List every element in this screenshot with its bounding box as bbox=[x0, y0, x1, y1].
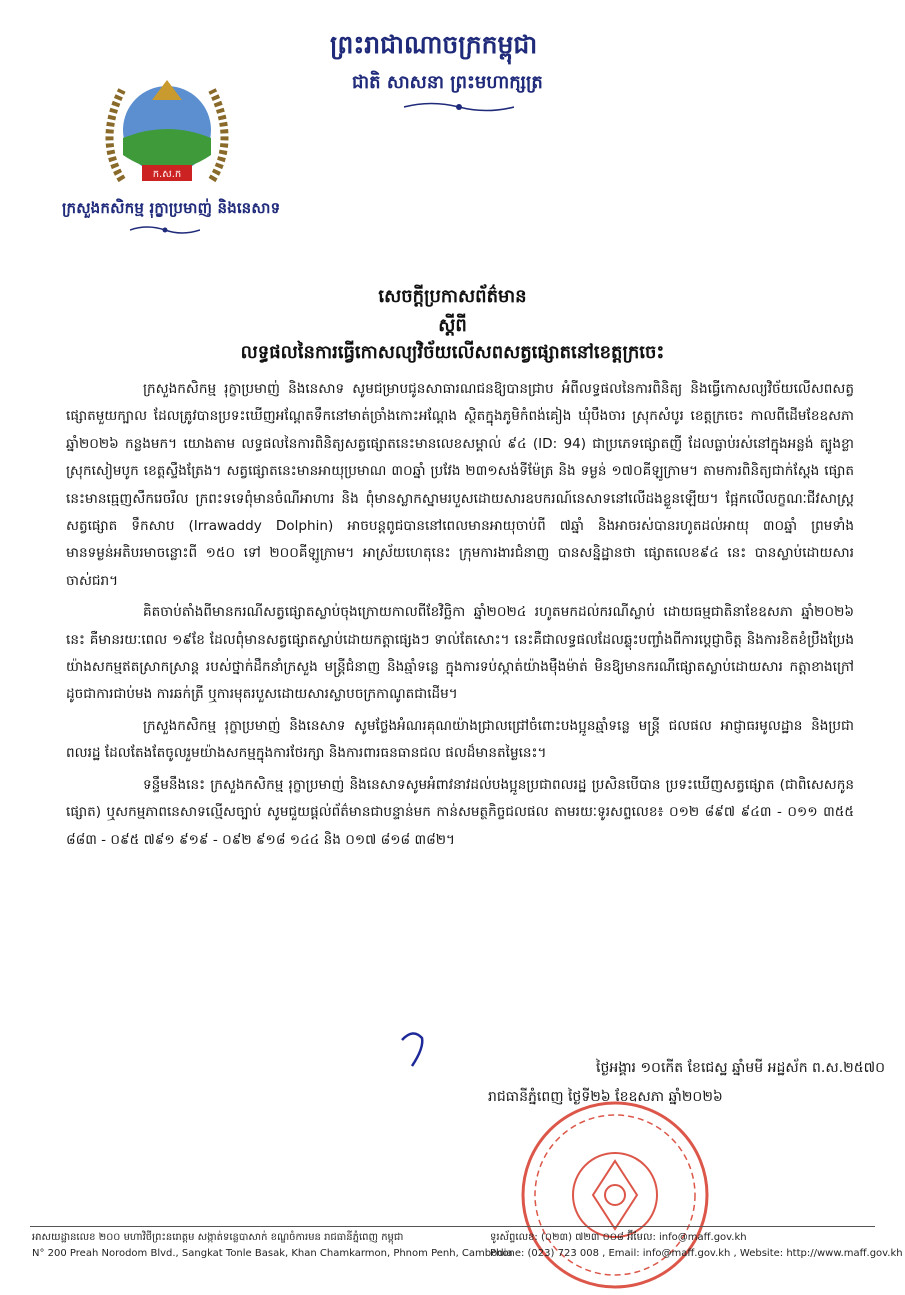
lunar-date: ថ្ងៃអង្គារ ១០កើត ខែជេស្ឋ ឆ្នាំមមី អដ្ឋស័ក ព.ស.២៥៧០ bbox=[596, 1060, 886, 1076]
logo-field bbox=[123, 129, 211, 170]
divider-ornament bbox=[130, 224, 200, 236]
footer-contact-english: Phone: (023) 723 008 , Email: info@maff.gov.kh , Website: http://www.maff.gov.kh bbox=[490, 1248, 903, 1259]
footer-contact-khmer: ទូរស័ព្ទលេខ: (០២៣) ៧២៣ ០០៨ អ៊ីមែល: info@maff.gov.kh bbox=[490, 1232, 747, 1243]
title-regarding: ស្តីពី bbox=[438, 315, 467, 336]
paragraph-findings: ក្រសួងកសិកម្ម រុក្ខាប្រមាញ់ និងនេសាទ សូមជម្រាបជូនសាធារណជនឱ្យបានជ្រាប អំពីលទ្ធផលនៃការពិនិត្យ និងធ្វើកោសល្យវិច័យលើសពសត្វផ្សោតមួយក្បាល ដែលត្រូវបានប្រទះឃើញអណ្តែតទឹកនៅមាត់ច្រាំងកោះអណ្តែង ស្ថិតក្នុងភូមិកំពង់គៀង ឃុំបឹងចារ ស្រុកសំបូរ ខេត្តក្រចេះ កាលពីដើមខែឧសភា ឆ្នាំ២០២៦ កន្លងមក។ យោងតាម លទ្ធផលនៃការពិនិត្យសត្វផ្សោតនេះមានលេខសម្គាល់ ៩៤ (ID: 94) ជាប្រភេទផ្សោតញី ដែលធ្លាប់រស់នៅក្នុងអន្លង់ ត្បូងខ្លា ស្រុកសៀមបូក ខេត្តស្ទឹងត្រែង។ សត្វផ្សោតនេះមានអាយុប្រមាណ ៣០ឆ្នាំ ប្រវែង ២៣១សង់ទីម៉ែត្រ និង ទម្ងន់ ១៧០គីឡូក្រាម។ តាមការពិនិត្យជាក់ស្តែង ផ្សោតនេះមានធ្មេញសឹករេចរឹល ក្រពះទទេពុំមានចំណីអាហារ និង ពុំមានស្លាកស្នាមរបួសដោយសារឧបករណ៍នេសាទនៅលើដងខ្លួនឡើយ។ ផ្អែកលើលក្ខណៈជីវសាស្ត្រ សត្វផ្សោត ទឹកសាប (Irrawaddy Dolphin) អាចបន្តពូជបាននៅពេលមានអាយុចាប់ពី ៧ឆ្នាំ និងអាចរស់បានរហូតដល់អាយុ ៣០ឆ្នាំ ព្រមទាំងមានទម្ងន់អតិបរមាចន្លោះពី ១៥០ ទៅ ២០០គីឡូក្រាម។ អាស្រ័យហេតុនេះ ក្រុមការងារជំនាញ បានសន្និដ្ឋានថា ផ្សោតលេខ៩៤ នេះ បានស្លាប់ដោយសារចាស់ជរា។ bbox=[66, 381, 854, 589]
logo-text: ក.ស.ក bbox=[152, 169, 182, 180]
announcement-body bbox=[66, 376, 854, 858]
initial-mark-icon bbox=[398, 1028, 428, 1068]
kingdom-heading: ព្រះរាជាណាចក្រកម្ពុជា bbox=[330, 30, 538, 59]
paragraph-thanks: ក្រសួងកសិកម្ម រុក្ខាប្រមាញ់ និងនេសាទ សូមថ្លែងអំណរគុណយ៉ាងជ្រាលជ្រៅចំពោះបងប្អូនឆ្មាំទន្លេ មន្ត្រី ជលផល អាជ្ញាធរមូលដ្ឋាន និងប្រជាពលរដ្ឋ ដែលតែងតែចូលរួមយ៉ាងសកម្មក្នុងការថែរក្សា និងការពារធនធានជល ផលដ៏មានតម្លៃនេះ។ bbox=[66, 717, 854, 762]
title-subject: លទ្ធផលនៃការធ្វើកោសល្យវិច័យលើសពសត្វផ្សោតនៅខេត្តក្រចេះ bbox=[240, 342, 665, 363]
ministry-logo bbox=[92, 60, 242, 210]
header-ornament bbox=[404, 100, 514, 114]
ministry-name: ក្រសួងកសិកម្ម រុក្ខាប្រមាញ់ និងនេសាទ bbox=[62, 199, 281, 217]
official-seal-stamp bbox=[515, 1095, 715, 1295]
footer-address-english: N° 200 Preah Norodom Blvd., Sangkat Tonle Basak, Khan Chamkarmon, Phnom Penh, Cambodia bbox=[32, 1248, 513, 1259]
paragraph-conservation: គិតចាប់តាំងពីមានករណីសត្វផ្សោតស្លាប់ចុងក្រោយកាលពីខែវិច្ឆិកា ឆ្នាំ២០២៤ រហូតមកដល់ករណីស្លាប់ ដោយធម្មជាតិនាខែឧសភា ឆ្នាំ២០២៦ នេះ គឺមានរយៈពេល ១៩ខែ ដែលពុំមានសត្វផ្សោតស្លាប់ដោយកត្តាផ្សេងៗ ទាល់តែសោះ។ នេះគឺជាលទ្ធផលដែលឆ្លុះបញ្ចាំងពីការប្តេជ្ញាចិត្ត និងការខិតខំប្រឹងប្រែងយ៉ាងសកម្មឥតស្រាកស្រាន្ត របស់ថ្នាក់ដឹកនាំក្រសួង មន្ត្រីជំនាញ និងឆ្មាំទន្លេ ក្នុងការទប់ស្កាត់យ៉ាងម៉ឺងម៉ាត់ មិនឱ្យមានករណីផ្សោតស្លាប់ដោយសារ កត្តាខាងក្រៅ ដូចជាការជាប់មង ការឆក់ត្រី ឬការមុតរបួសដោយសារស្លាបចក្រកាណូតជាដើម។ bbox=[66, 604, 854, 703]
wheat-wreath-right bbox=[212, 90, 225, 180]
title-announcement: សេចក្តីប្រកាសព័ត៌មាន bbox=[378, 286, 527, 307]
paragraph-appeal: ទន្ទឹមនឹងនេះ ក្រសួងកសិកម្ម រុក្ខាប្រមាញ់ និងនេសាទសូមអំពាវនាវដល់បងប្អូនប្រជាពលរដ្ឋ ប្រសិនបើបាន ប្រទះឃើញសត្វផ្សោត (ជាពិសេសកូនផ្សោត) ឬសកម្មភាពនេសាទល្មើសច្បាប់ សូមជួយផ្តល់ព័ត៌មានជាបន្ទាន់មក កាន់សមត្ថកិច្ចជលផល តាមរយៈទូរសព្ទលេខ៖ ០១២ ៨៩៧ ៩៤៣ - ០១១ ៣៥៥ ៨៨៣ - ០៩៥ ៧៩១ ៩១៩ - ០៩២ ៩១៨ ១៤៤ និង ០១៧ ៨១៨ ៣៨២។ bbox=[66, 776, 854, 848]
footer-divider bbox=[30, 1226, 875, 1227]
national-motto: ជាតិ សាសនា ព្រះមហាក្សត្រ bbox=[352, 72, 543, 93]
footer-address-khmer: អាសយដ្ឋានលេខ ២០០ មហាវិថីព្រះនរោត្តម សង្កាត់ទន្លេបាសាក់ ខណ្ឌចំការមន រាជធានីភ្នំពេញ កម្ពុជា bbox=[32, 1232, 404, 1243]
wheat-wreath-left bbox=[110, 90, 123, 180]
solar-date: រាជធានីភ្នំពេញ ថ្ងៃទី២៦ ខែឧសភា ឆ្នាំ២០២៦ bbox=[488, 1089, 723, 1105]
